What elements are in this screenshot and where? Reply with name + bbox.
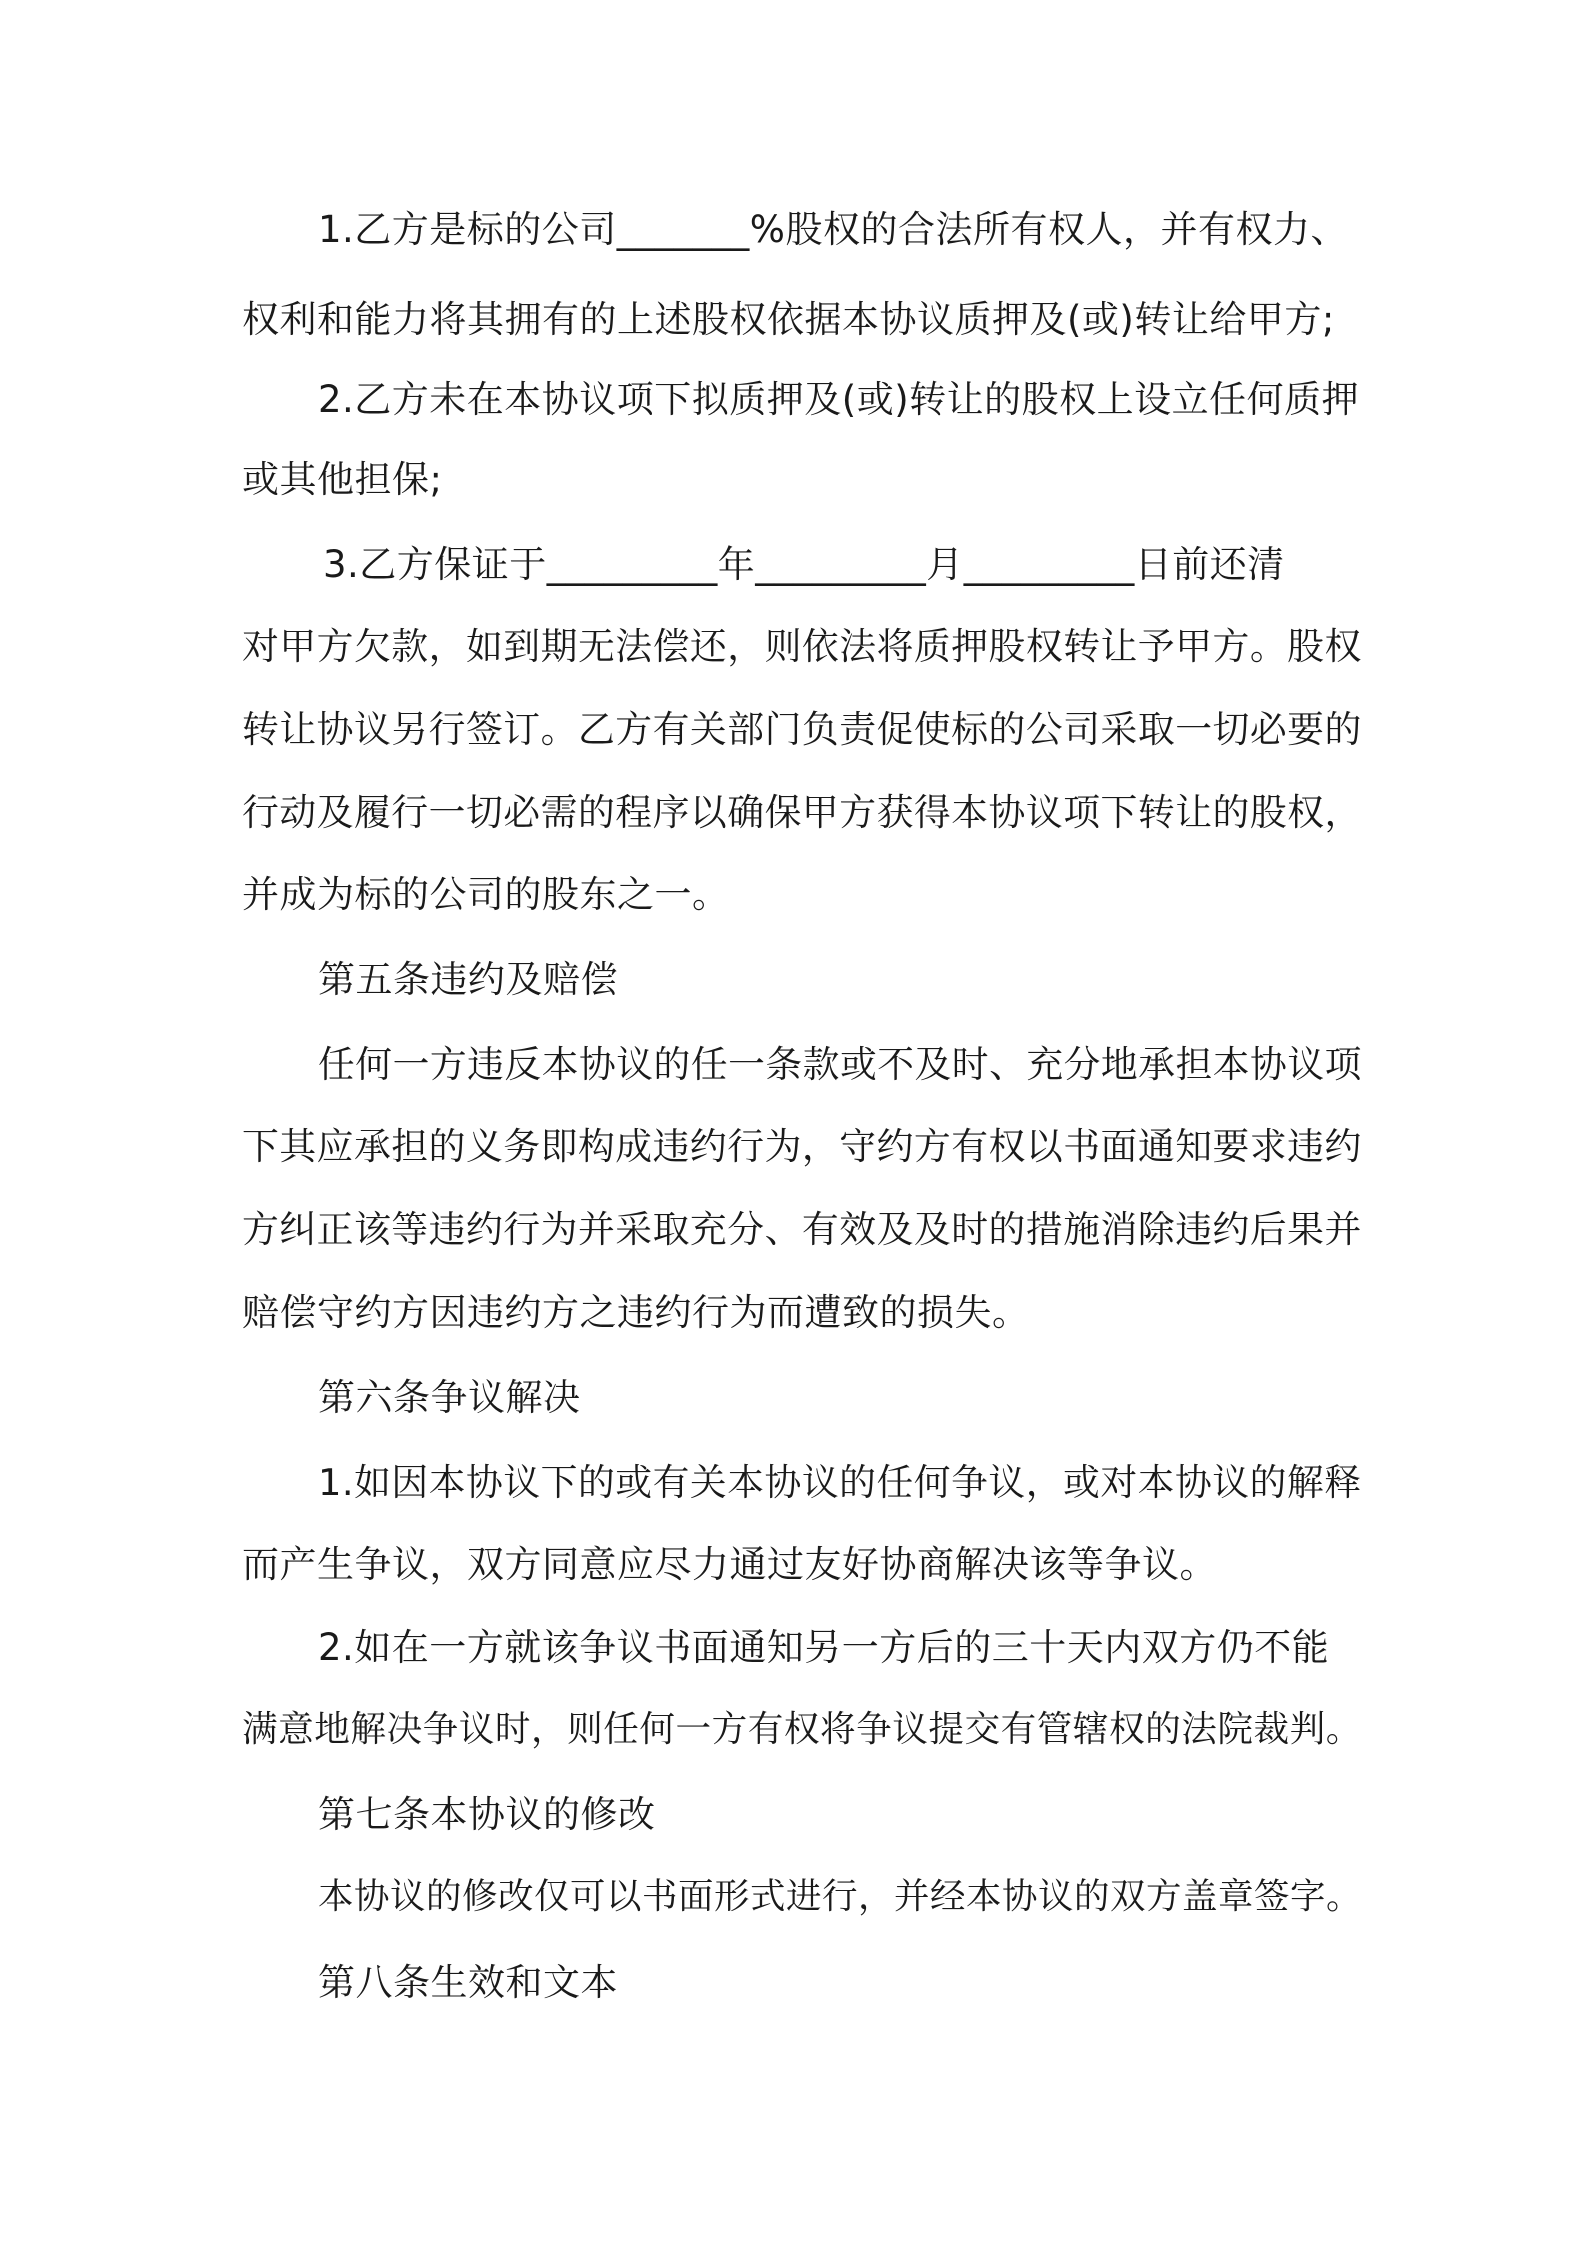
clause-5-para-line-3: 方纠正该等违约行为并采取充分、有效及及时的措施消除违约后果并 [242,1208,1362,1251]
clause-4-item-3-line-5: 并成为标的公司的股东之一。 [242,873,730,916]
clause-6-item-2-line-2: 满意地解决争议时，则任何一方有权将争议提交有管辖权的法院裁判。 [242,1709,1362,1750]
clause-6-item-1-line-2: 而产生争议，双方同意应尽力通过友好协商解决该等争议。 [242,1543,1217,1586]
clause-4-item-1-line-1: 1.乙方是标的公司_______%股权的合法所有权人，并有权力、 [318,208,1348,251]
clause-8-heading: 第八条生效和文本 [318,1961,618,2004]
clause-5-para-line-2: 下其应承担的义务即构成违约行为，守约方有权以书面通知要求违约 [242,1125,1362,1168]
clause-7-heading: 第七条本协议的修改 [318,1793,656,1836]
clause-5-heading: 第五条违约及赔偿 [318,958,618,1001]
clause-4-item-3-line-2: 对甲方欠款，如到期无法偿还，则依法将质押股权转让予甲方。股权 [242,625,1362,668]
clause-6-item-1-line-1: 1.如因本协议下的或有关本协议的任何争议，或对本协议的解释 [318,1461,1362,1504]
clause-4-item-2-line-2: 或其他担保; [242,458,443,501]
clause-5-para-line-1: 任何一方违反本协议的任一条款或不及时、充分地承担本协议项 [318,1043,1362,1086]
clause-6-item-2-line-1: 2.如在一方就该争议书面通知另一方后的三十天内双方仍不能 [318,1626,1330,1669]
clause-4-item-1-line-2: 权利和能力将其拥有的上述股权依据本协议质押及(或)转让给甲方; [242,298,1335,341]
clause-6-heading: 第六条争议解决 [318,1376,581,1419]
clause-5-para-line-4: 赔偿守约方因违约方之违约行为而遭致的损失。 [242,1291,1030,1334]
clause-4-item-3-line-3: 转让协议另行签订。乙方有关部门负责促使标的公司采取一切必要的 [242,708,1362,751]
clause-4-item-3-line-1: 3.乙方保证于_________年_________月_________日前还清 [323,543,1285,586]
clause-7-para-line-1: 本协议的修改仅可以书面形式进行，并经本协议的双方盖章签字。 [318,1876,1363,1917]
clause-4-item-3-line-4: 行动及履行一切必需的程序以确保甲方获得本协议项下转让的股权， [242,791,1362,834]
clause-4-item-2-line-1: 2.乙方未在本协议项下拟质押及(或)转让的股权上设立任何质押 [318,378,1360,421]
